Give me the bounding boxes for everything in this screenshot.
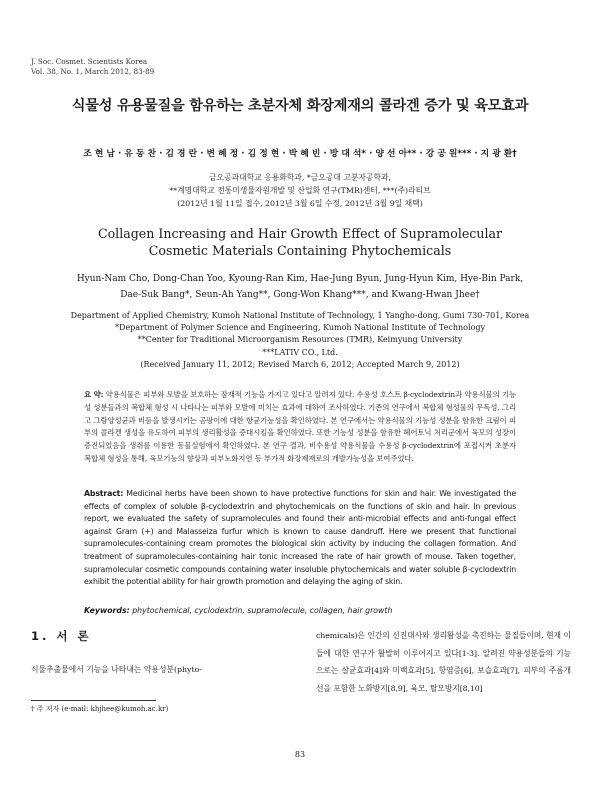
footnote-divider xyxy=(31,700,156,701)
english-abstract xyxy=(84,488,516,589)
section-heading: 1. 서 론 xyxy=(31,629,92,643)
keywords xyxy=(84,606,516,615)
english-affiliation-line: *Department of Polymer Science and Engineering, Kumoh National Institute of Technology xyxy=(115,323,485,333)
english-abstract-text: Medicinal herbs have been shown to have protective functions for skin and hair. We investigated the effects of complex of soluble β-cyclodextrin and phytochemicals on the functions of skin and hair. In previous report, we evaluated the safety of supramolecules and found their anti-microbial effects and anti-fungal effect against Gram (+) and Malasseiza furfur which is known to cause dandruff. Here we present that functional supramolecules-containing cream promotes the biological skin activity by inducing the collagen formation. And treatment of supramolecules-containing hair tonic increased the rate of hair growth of mouse. Taken together, supramolecular cosmetic compounds containing water insoluble phytochemicals and water soluble β-cyclodextrin exhibit the potential ability for hair growth promotion and delaying the aging of skin. xyxy=(84,489,516,587)
keywords-values: phytochemical, cyclodextrin, supramolecule, collagen, hair growth xyxy=(132,606,393,615)
korean-affiliation-line: **계명대학교 전통미생물자원개발 및 산업화 연구(TMR)센터, ***(주)라티브 xyxy=(169,186,431,195)
english-affiliations xyxy=(0,310,600,371)
korean-authors: 조 현 남 · 유 동 찬 · 김 경 란 · 변 혜 정 · 김 정 현 · 박 혜 빈 · 방 대 석* · 양 선 아** · 강 공 원*** · 지 광 환† xyxy=(83,149,517,159)
korean-title: 식물성 유용물질을 함유하는 초분자체 화장제재의 콜라겐 증가 및 육모효과 xyxy=(71,98,529,114)
english-affiliation-line: ***LATIV CO., Ltd. xyxy=(262,347,338,357)
english-affiliation-line: **Center for Traditional Microorganism Resources (TMR), Keimyung University xyxy=(137,335,463,345)
page-number: 83 xyxy=(294,750,306,759)
korean-abstract-text: 약용식물은 피부와 모발을 보호하는 잠재적 기능을 가지고 있다고 알려져 있다. 수용성 호스트 β-cyclodextrin과 약용식물의 기능성 성분들과의 복합체 형성 시 나타나는 피부와 모발에 미치는 효과에 대하여 조사하였다. 기존의 연구에서 복합체 형성물의 무독성, 그리고 그람양성균과 비듬을 발생시키는 곰팡이에 대한 항균기능성을 확인하였다. 본 연구에서는 약용식물의 기능성 성분을 함유한 크림이 피부의 콜라겐 생성을 유도하여 피부의 생리활성을 증대시킴을 확인하였다. 또한 기능성 성분을 함유한 헤어토닉 처리군에서 육모의 성장이 증진되었음을 생쥐를 이용한 동물실험에서 확인하였다. 본 연구 결과, 비수용성 약용식물을 수용성 β-cyclodextrin에 포접시켜 초분자 복합체 형성을 통해, 육모기능의 향상과 피부노화지연 등 부가적 화장제재로의 개발가능성을 보여주었다. xyxy=(84,390,517,463)
english-title-line: Collagen Increasing and Hair Growth Effect of Supramolecular xyxy=(97,226,503,241)
korean-abstract xyxy=(84,389,516,466)
korean-affiliation-line: 금오공과대학교 응용화학과, *금오공대 고분자공학과, xyxy=(209,173,391,182)
korean-received-dates: (2012년 1월 11일 접수, 2012년 3월 6일 수정, 2012년 3월 9일 채택) xyxy=(177,199,423,208)
journal-volume: Vol. 38, No. 1, March 2012, 83-89 xyxy=(31,67,155,76)
english-title xyxy=(0,226,600,259)
english-title-line: Cosmetic Materials Containing Phytochemicals xyxy=(148,242,452,258)
english-authors-line: Dae-Suk Bang*, Seun-Ah Yang**, Gong-Won Khang***, and Kwang-Hwan Jhee† xyxy=(120,289,480,300)
english-affiliation-line: Department of Applied Chemistry, Kumoh National Institute of Technology, 1 Yangho-dong, Gumi 730-701, Korea xyxy=(70,311,530,320)
english-received-dates: (Received January 11, 2012; Revised March 6, 2012; Accepted March 9, 2012) xyxy=(140,359,460,369)
journal-info xyxy=(31,57,154,77)
korean-affiliations xyxy=(0,171,600,210)
body-column-left: 식물추출물에서 기능을 나타내는 약용성분(phyto- xyxy=(31,665,202,674)
english-authors-line: Hyun-Nam Cho, Dong-Chan Yoo, Kyoung-Ran Kim, Hae-Jung Byun, Jung-Hyun Kim, Hye-Bin Park, xyxy=(76,274,524,284)
korean-abstract-label: 요 약: xyxy=(84,390,104,399)
english-authors xyxy=(0,272,600,303)
keywords-label: Keywords: xyxy=(84,606,130,615)
english-abstract-label: Abstract: xyxy=(84,489,124,498)
body-column-right: chemicals)은 인간의 신진대사와 생리활성을 촉진하는 물질들이며, 현재 이들에 대한 연구가 활발히 이루어지고 있다[1-3]. 알려진 약용성분들의 기능으로는 살균효과[4]와 미백효과[5], 항염증[6], 보습효과[7], 피부의 주름개선을 포함한 노화방지[8,9], 육모, 탈모방지[8,10] xyxy=(316,631,571,693)
journal-name: J. Soc. Cosmet. Scientists Korea xyxy=(31,57,148,66)
footnote: † 주 저자 (e-mail: khjhee@kumoh.ac.kr) xyxy=(31,705,169,713)
